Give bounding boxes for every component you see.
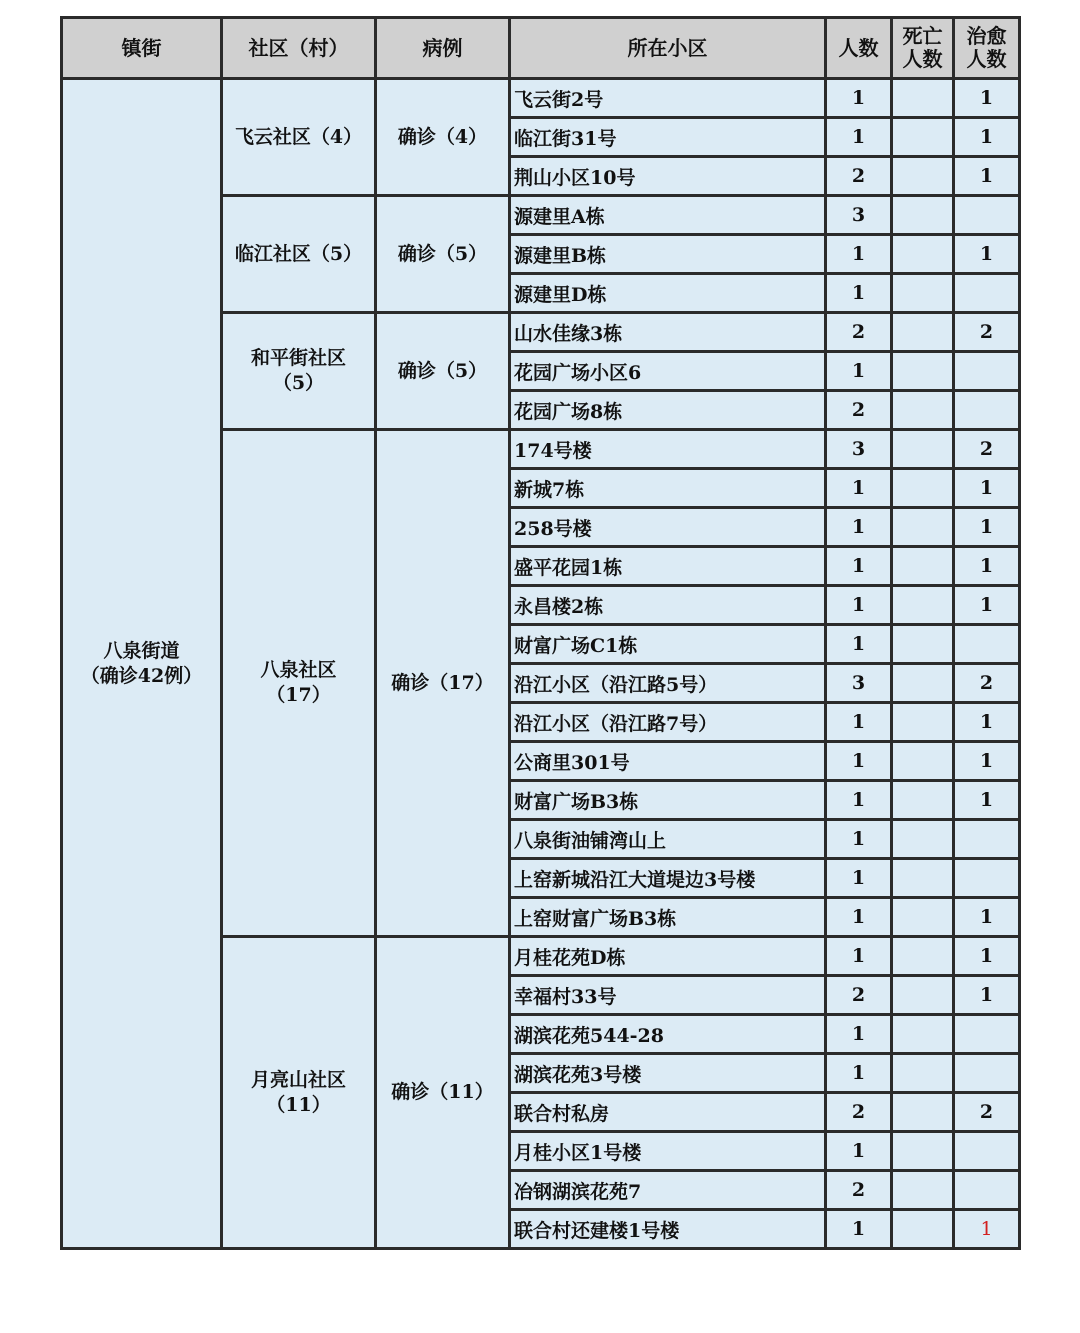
count-cell: 1 (826, 79, 892, 118)
cured-cell (954, 391, 1020, 430)
location-cell: 荆山小区10号 (510, 157, 826, 196)
count-cell: 1 (826, 586, 892, 625)
count-cell: 2 (826, 1093, 892, 1132)
location-cell: 冶钢湖滨花苑7 (510, 1171, 826, 1210)
table-row (62, 79, 1020, 118)
cured-cell: 1 (954, 976, 1020, 1015)
location-cell: 上窑财富广场B3栋 (510, 898, 826, 937)
header-deaths (892, 18, 954, 79)
location-cell: 财富广场B3栋 (510, 781, 826, 820)
header-deaths-label: 死亡人数 (902, 24, 943, 71)
count-cell: 2 (826, 313, 892, 352)
cured-cell (954, 820, 1020, 859)
deaths-cell (892, 586, 954, 625)
deaths-cell (892, 157, 954, 196)
cured-cell: 1 (954, 586, 1020, 625)
deaths-cell (892, 859, 954, 898)
header-cured (954, 18, 1020, 79)
count-cell: 1 (826, 1210, 892, 1249)
cured-cell: 1 (954, 79, 1020, 118)
table-body (62, 79, 1020, 1249)
location-cell: 山水佳缘3栋 (510, 313, 826, 352)
deaths-cell (892, 898, 954, 937)
deaths-cell (892, 1093, 954, 1132)
location-cell: 月桂小区1号楼 (510, 1132, 826, 1171)
header-row (62, 18, 1020, 79)
location-cell: 174号楼 (510, 430, 826, 469)
deaths-cell (892, 937, 954, 976)
count-cell: 1 (826, 703, 892, 742)
header-cured-label: 治愈人数 (966, 24, 1007, 71)
cured-cell (954, 1132, 1020, 1171)
cured-cell: 1 (954, 547, 1020, 586)
deaths-cell (892, 508, 954, 547)
deaths-cell (892, 742, 954, 781)
cured-cell (954, 352, 1020, 391)
deaths-cell (892, 1015, 954, 1054)
cases-cell: 确诊（4） (376, 79, 510, 196)
count-cell: 1 (826, 859, 892, 898)
count-cell: 2 (826, 976, 892, 1015)
cured-cell: 1 (954, 703, 1020, 742)
location-cell: 源建里D栋 (510, 274, 826, 313)
cured-cell: 1 (954, 508, 1020, 547)
count-cell: 2 (826, 157, 892, 196)
cases-cell: 确诊（5） (376, 196, 510, 313)
deaths-cell (892, 547, 954, 586)
header-community: 社区（村） (222, 18, 376, 79)
deaths-cell (892, 391, 954, 430)
cured-cell: 1 (954, 742, 1020, 781)
cases-cell: 确诊（17） (376, 430, 510, 937)
location-cell: 临江街31号 (510, 118, 826, 157)
deaths-cell (892, 196, 954, 235)
location-cell: 湖滨花苑544-28 (510, 1015, 826, 1054)
location-cell: 源建里B栋 (510, 235, 826, 274)
table-header (62, 18, 1020, 79)
community-cell: 八泉社区（17） (222, 430, 376, 937)
cured-cell: 1 (954, 1210, 1020, 1249)
cured-cell: 1 (954, 898, 1020, 937)
count-cell: 2 (826, 1171, 892, 1210)
town-summary: （确诊42例） (80, 664, 203, 687)
location-cell: 八泉街油铺湾山上 (510, 820, 826, 859)
deaths-cell (892, 703, 954, 742)
location-cell: 永昌楼2栋 (510, 586, 826, 625)
deaths-cell (892, 118, 954, 157)
cured-cell: 1 (954, 235, 1020, 274)
cured-cell (954, 196, 1020, 235)
location-cell: 幸福村33号 (510, 976, 826, 1015)
cured-cell: 1 (954, 157, 1020, 196)
count-cell: 1 (826, 469, 892, 508)
count-cell: 1 (826, 508, 892, 547)
cured-cell: 2 (954, 1093, 1020, 1132)
count-cell: 1 (826, 625, 892, 664)
location-cell: 新城7栋 (510, 469, 826, 508)
location-cell: 飞云街2号 (510, 79, 826, 118)
count-cell: 1 (826, 1054, 892, 1093)
location-cell: 沿江小区（沿江路7号） (510, 703, 826, 742)
deaths-cell (892, 664, 954, 703)
count-cell: 1 (826, 898, 892, 937)
location-cell: 盛平花园1栋 (510, 547, 826, 586)
header-town: 镇街 (62, 18, 222, 79)
location-cell: 联合村私房 (510, 1093, 826, 1132)
header-count: 人数 (826, 18, 892, 79)
deaths-cell (892, 274, 954, 313)
location-cell: 258号楼 (510, 508, 826, 547)
deaths-cell (892, 1210, 954, 1249)
cured-cell (954, 1171, 1020, 1210)
location-cell: 财富广场C1栋 (510, 625, 826, 664)
cured-cell (954, 625, 1020, 664)
deaths-cell (892, 430, 954, 469)
count-cell: 3 (826, 664, 892, 703)
cured-cell (954, 859, 1020, 898)
case-table (60, 16, 1021, 1250)
location-cell: 公商里301号 (510, 742, 826, 781)
deaths-cell (892, 781, 954, 820)
cases-cell: 确诊（5） (376, 313, 510, 430)
deaths-cell (892, 469, 954, 508)
count-cell: 1 (826, 235, 892, 274)
count-cell: 2 (826, 391, 892, 430)
community-cell: 飞云社区（4） (222, 79, 376, 196)
town-name: 八泉街道 (103, 639, 180, 662)
count-cell: 1 (826, 820, 892, 859)
cured-cell: 1 (954, 118, 1020, 157)
deaths-cell (892, 1054, 954, 1093)
deaths-cell (892, 1171, 954, 1210)
cured-cell (954, 274, 1020, 313)
location-cell: 沿江小区（沿江路5号） (510, 664, 826, 703)
count-cell: 1 (826, 547, 892, 586)
count-cell: 1 (826, 118, 892, 157)
cured-cell: 2 (954, 664, 1020, 703)
deaths-cell (892, 625, 954, 664)
location-cell: 湖滨花苑3号楼 (510, 1054, 826, 1093)
location-cell: 花园广场8栋 (510, 391, 826, 430)
deaths-cell (892, 1132, 954, 1171)
deaths-cell (892, 820, 954, 859)
location-cell: 花园广场小区6 (510, 352, 826, 391)
count-cell: 1 (826, 937, 892, 976)
count-cell: 3 (826, 196, 892, 235)
location-cell: 联合村还建楼1号楼 (510, 1210, 826, 1249)
cured-cell: 1 (954, 781, 1020, 820)
town-cell (62, 79, 222, 1249)
count-cell: 1 (826, 742, 892, 781)
cured-cell: 2 (954, 430, 1020, 469)
header-location: 所在小区 (510, 18, 826, 79)
community-cell: 临江社区（5） (222, 196, 376, 313)
location-cell: 上窑新城沿江大道堤边3号楼 (510, 859, 826, 898)
cured-cell (954, 1054, 1020, 1093)
deaths-cell (892, 976, 954, 1015)
deaths-cell (892, 79, 954, 118)
count-cell: 1 (826, 781, 892, 820)
count-cell: 1 (826, 1132, 892, 1171)
community-cell: 月亮山社区（11） (222, 937, 376, 1249)
cured-cell: 1 (954, 937, 1020, 976)
cured-cell (954, 1015, 1020, 1054)
location-cell: 月桂花苑D栋 (510, 937, 826, 976)
deaths-cell (892, 313, 954, 352)
count-cell: 3 (826, 430, 892, 469)
count-cell: 1 (826, 1015, 892, 1054)
header-cases: 病例 (376, 18, 510, 79)
cured-cell: 1 (954, 469, 1020, 508)
community-cell: 和平街社区（5） (222, 313, 376, 430)
location-cell: 源建里A栋 (510, 196, 826, 235)
count-cell: 1 (826, 274, 892, 313)
cases-cell: 确诊（11） (376, 937, 510, 1249)
deaths-cell (892, 235, 954, 274)
cured-cell: 2 (954, 313, 1020, 352)
deaths-cell (892, 352, 954, 391)
count-cell: 1 (826, 352, 892, 391)
